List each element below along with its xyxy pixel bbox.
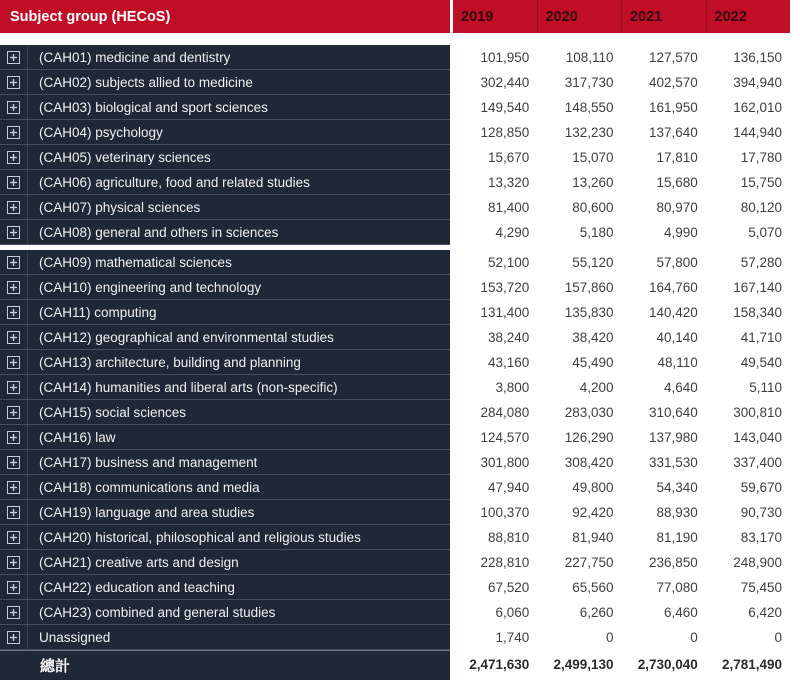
value-cell: 4,640	[663, 380, 698, 395]
row-label: (CAH21) creative arts and design	[39, 554, 239, 570]
row-header[interactable]	[0, 275, 450, 300]
value-cell: 337,400	[733, 455, 782, 470]
total-row	[0, 650, 800, 680]
row-label: (CAH15) social sciences	[39, 404, 187, 420]
value-cell: 0	[690, 630, 698, 645]
row-values	[453, 475, 790, 500]
row-header[interactable]	[0, 375, 450, 400]
row-header[interactable]	[0, 145, 450, 170]
row-label: (CAH18) communications and media	[39, 479, 260, 495]
row-header[interactable]	[0, 625, 450, 650]
table-row	[0, 350, 800, 375]
value-cell: 3,800	[495, 380, 530, 395]
row-values	[453, 375, 790, 400]
table-row	[0, 170, 800, 195]
table-row	[0, 70, 800, 95]
value-cell: 0	[605, 630, 614, 645]
value-cell: 137,980	[648, 430, 698, 445]
row-header[interactable]	[0, 425, 450, 450]
value-cell: 101,950	[480, 50, 530, 65]
row-values	[453, 425, 790, 450]
table-row	[0, 425, 800, 450]
expand-icon[interactable]	[0, 45, 28, 69]
row-label: (CAH13) architecture, building and planning	[39, 354, 301, 370]
row-label: (CAH02) subjects allied to medicine	[39, 74, 253, 90]
value-cell: 124,570	[480, 430, 530, 445]
value-cell: 228,810	[480, 555, 530, 570]
value-cell: 38,420	[572, 330, 614, 345]
value-cell: 77,080	[656, 580, 698, 595]
value-cell: 300,810	[733, 405, 782, 420]
table-row	[0, 600, 800, 625]
expand-icon[interactable]	[0, 120, 28, 144]
row-values	[453, 195, 790, 220]
value-cell: 55,120	[572, 255, 614, 270]
value-cell: 128,850	[480, 125, 530, 140]
value-cell: 167,140	[733, 280, 782, 295]
value-cell: 132,230	[564, 125, 614, 140]
row-label: (CAH19) language and area studies	[39, 504, 255, 520]
expand-icon[interactable]	[0, 600, 28, 624]
row-label: (CAH01) medicine and dentistry	[39, 49, 231, 65]
expand-icon[interactable]	[0, 450, 28, 474]
value-cell: 6,460	[663, 605, 698, 620]
value-cell: 6,260	[579, 605, 614, 620]
row-values	[453, 350, 790, 375]
row-values	[453, 550, 790, 575]
value-cell: 83,170	[740, 530, 782, 545]
table-body	[0, 45, 800, 650]
row-values	[453, 450, 790, 475]
value-cell: 41,710	[740, 330, 782, 345]
row-header[interactable]	[0, 70, 450, 95]
row-values	[453, 95, 790, 120]
value-cell: 13,320	[487, 175, 530, 190]
table-row	[0, 195, 800, 220]
row-label: (CAH04) psychology	[39, 124, 163, 140]
value-cell: 310,640	[648, 405, 698, 420]
table-row	[0, 625, 800, 650]
total-values	[453, 650, 790, 680]
row-header[interactable]	[0, 95, 450, 120]
value-cell: 135,830	[564, 305, 614, 320]
value-cell: 164,760	[648, 280, 698, 295]
column-header-year[interactable]: 2022	[706, 0, 791, 33]
value-cell: 49,800	[572, 480, 614, 495]
row-values	[453, 145, 790, 170]
table-row	[0, 250, 800, 275]
total-value-cell: 2,781,490	[721, 657, 782, 672]
column-header-year[interactable]: 2020	[537, 0, 622, 33]
year-columns-header	[453, 0, 790, 33]
value-cell: 67,520	[487, 580, 530, 595]
value-cell: 80,600	[572, 200, 614, 215]
expand-icon[interactable]	[0, 575, 28, 599]
row-label: (CAH08) general and others in sciences	[39, 224, 279, 240]
value-cell: 54,340	[656, 480, 698, 495]
value-cell: 162,010	[733, 100, 782, 115]
value-cell: 126,290	[564, 430, 614, 445]
value-cell: 149,540	[480, 100, 530, 115]
row-header[interactable]	[0, 575, 450, 600]
row-header[interactable]	[0, 220, 450, 245]
value-cell: 227,750	[564, 555, 614, 570]
expand-icon[interactable]	[0, 425, 28, 449]
row-label: (CAH09) mathematical sciences	[39, 254, 232, 270]
expand-icon[interactable]	[0, 550, 28, 574]
expand-icon[interactable]	[0, 500, 28, 524]
table-row	[0, 120, 800, 145]
row-header[interactable]	[0, 550, 450, 575]
value-cell: 301,800	[480, 455, 530, 470]
value-cell: 15,670	[487, 150, 530, 165]
expand-icon[interactable]	[0, 145, 28, 169]
value-cell: 402,570	[648, 75, 698, 90]
row-values	[453, 500, 790, 525]
expand-icon[interactable]	[0, 300, 28, 324]
value-cell: 65,560	[572, 580, 614, 595]
value-cell: 5,110	[749, 380, 782, 395]
value-cell: 57,800	[656, 255, 698, 270]
table-row	[0, 275, 800, 300]
row-header[interactable]	[0, 600, 450, 625]
value-cell: 157,860	[564, 280, 614, 295]
value-cell: 4,200	[579, 380, 614, 395]
row-label: Unassigned	[39, 629, 111, 645]
value-cell: 38,240	[487, 330, 530, 345]
row-values	[453, 575, 790, 600]
expand-icon[interactable]	[0, 220, 28, 244]
expand-icon[interactable]	[0, 325, 28, 349]
table-row	[0, 475, 800, 500]
total-row-header	[0, 650, 450, 680]
value-cell: 1,740	[495, 630, 530, 645]
row-values	[453, 525, 790, 550]
row-label: (CAH23) combined and general studies	[39, 604, 276, 620]
row-group-column-header[interactable]: Subject group (HECoS)	[0, 0, 450, 33]
value-cell: 161,950	[648, 100, 698, 115]
value-cell: 0	[774, 630, 782, 645]
value-cell: 57,280	[740, 255, 782, 270]
row-header[interactable]	[0, 450, 450, 475]
value-cell: 144,940	[733, 125, 782, 140]
expand-icon[interactable]	[0, 400, 28, 424]
table-row	[0, 145, 800, 170]
table-header-row	[0, 0, 800, 33]
value-cell: 88,930	[656, 505, 698, 520]
value-cell: 127,570	[648, 50, 698, 65]
value-cell: 148,550	[564, 100, 614, 115]
value-cell: 88,810	[487, 530, 530, 545]
value-cell: 308,420	[564, 455, 614, 470]
total-value-cell: 2,730,040	[637, 657, 698, 672]
value-cell: 49,540	[740, 355, 782, 370]
expand-icon[interactable]	[0, 475, 28, 499]
expand-icon[interactable]	[0, 195, 28, 219]
table-row	[0, 500, 800, 525]
row-header[interactable]	[0, 250, 450, 275]
value-cell: 140,420	[648, 305, 698, 320]
table-row	[0, 95, 800, 120]
row-values	[453, 250, 790, 275]
total-value-cell: 2,471,630	[469, 657, 530, 672]
value-cell: 284,080	[480, 405, 530, 420]
value-cell: 17,780	[740, 150, 782, 165]
value-cell: 153,720	[480, 280, 530, 295]
value-cell: 15,680	[656, 175, 698, 190]
value-cell: 48,110	[657, 355, 698, 370]
value-cell: 4,990	[663, 225, 698, 240]
row-label: (CAH22) education and teaching	[39, 579, 235, 595]
row-label: (CAH07) physical sciences	[39, 199, 201, 215]
value-cell: 317,730	[564, 75, 614, 90]
row-header[interactable]	[0, 45, 450, 70]
row-values	[453, 625, 790, 650]
row-values	[453, 45, 790, 70]
row-label: (CAH14) humanities and liberal arts (non-specific)	[39, 379, 338, 395]
value-cell: 394,940	[733, 75, 782, 90]
value-cell: 40,140	[656, 330, 698, 345]
row-label: (CAH06) agriculture, food and related studies	[39, 174, 310, 190]
value-cell: 5,070	[748, 225, 782, 240]
value-cell: 5,180	[579, 225, 614, 240]
row-values	[453, 170, 790, 195]
row-header[interactable]	[0, 400, 450, 425]
value-cell: 92,420	[572, 505, 614, 520]
row-header[interactable]	[0, 120, 450, 145]
value-cell: 136,150	[733, 50, 782, 65]
value-cell: 131,400	[480, 305, 530, 320]
row-label: (CAH16) law	[39, 429, 116, 445]
row-values	[453, 70, 790, 95]
value-cell: 75,450	[740, 580, 782, 595]
expand-icon[interactable]	[0, 375, 28, 399]
expand-icon[interactable]	[0, 350, 28, 374]
value-cell: 17,810	[656, 150, 698, 165]
expand-icon[interactable]	[0, 70, 28, 94]
expand-icon[interactable]	[0, 525, 28, 549]
row-label: (CAH05) veterinary sciences	[39, 149, 211, 165]
value-cell: 158,340	[733, 305, 782, 320]
row-values	[453, 300, 790, 325]
value-cell: 43,160	[487, 355, 530, 370]
total-value-cell: 2,499,130	[553, 657, 614, 672]
row-values	[453, 400, 790, 425]
row-header[interactable]	[0, 525, 450, 550]
value-cell: 302,440	[480, 75, 530, 90]
row-header[interactable]	[0, 195, 450, 220]
row-label: (CAH12) geographical and environmental studies	[39, 329, 334, 345]
table-row	[0, 300, 800, 325]
row-values	[453, 275, 790, 300]
table-row	[0, 525, 800, 550]
value-cell: 248,900	[733, 555, 782, 570]
table-row	[0, 450, 800, 475]
total-label: 總計	[40, 658, 71, 675]
row-label: (CAH11) computing	[39, 304, 157, 320]
row-label: (CAH03) biological and sport sciences	[39, 99, 268, 115]
value-cell: 331,530	[648, 455, 698, 470]
row-header[interactable]	[0, 325, 450, 350]
row-header[interactable]	[0, 170, 450, 195]
value-cell: 81,400	[487, 200, 530, 215]
table-row	[0, 325, 800, 350]
expand-icon[interactable]	[0, 170, 28, 194]
value-cell: 52,100	[487, 255, 530, 270]
value-cell: 80,970	[656, 200, 698, 215]
value-cell: 47,940	[487, 480, 530, 495]
row-label: (CAH20) historical, philosophical and religious studies	[39, 529, 361, 545]
row-header[interactable]	[0, 500, 450, 525]
value-cell: 90,730	[740, 505, 782, 520]
table-row	[0, 220, 800, 245]
expand-icon[interactable]	[0, 275, 28, 299]
row-label: (CAH10) engineering and technology	[39, 279, 262, 295]
expand-icon[interactable]	[0, 625, 28, 649]
row-header[interactable]	[0, 300, 450, 325]
row-values	[453, 120, 790, 145]
value-cell: 137,640	[648, 125, 698, 140]
value-cell: 15,070	[572, 150, 614, 165]
value-cell: 81,940	[572, 530, 614, 545]
value-cell: 45,490	[572, 355, 614, 370]
row-label: (CAH17) business and management	[39, 454, 258, 470]
column-header-year[interactable]: 2021	[621, 0, 706, 33]
table-row	[0, 45, 800, 70]
table-row	[0, 375, 800, 400]
column-header-year[interactable]: 2019	[461, 8, 494, 25]
row-header[interactable]	[0, 350, 450, 375]
value-cell: 283,030	[564, 405, 614, 420]
table-row	[0, 400, 800, 425]
value-cell: 143,040	[733, 430, 782, 445]
table-row	[0, 550, 800, 575]
value-cell: 59,670	[740, 480, 782, 495]
value-cell: 108,110	[565, 50, 614, 65]
row-values	[453, 325, 790, 350]
value-cell: 236,850	[648, 555, 698, 570]
value-cell: 4,290	[495, 225, 530, 240]
value-cell: 6,060	[495, 605, 530, 620]
table-row	[0, 575, 800, 600]
value-cell: 81,190	[656, 530, 698, 545]
row-header[interactable]	[0, 475, 450, 500]
row-values	[453, 220, 790, 245]
value-cell: 80,120	[740, 200, 782, 215]
header-spacer	[0, 33, 800, 45]
value-cell: 13,260	[572, 175, 614, 190]
expand-icon[interactable]	[0, 250, 28, 274]
value-cell: 15,750	[740, 175, 782, 190]
value-cell: 6,420	[748, 605, 782, 620]
value-cell: 100,370	[480, 505, 530, 520]
expand-icon[interactable]	[0, 95, 28, 119]
row-values	[453, 600, 790, 625]
